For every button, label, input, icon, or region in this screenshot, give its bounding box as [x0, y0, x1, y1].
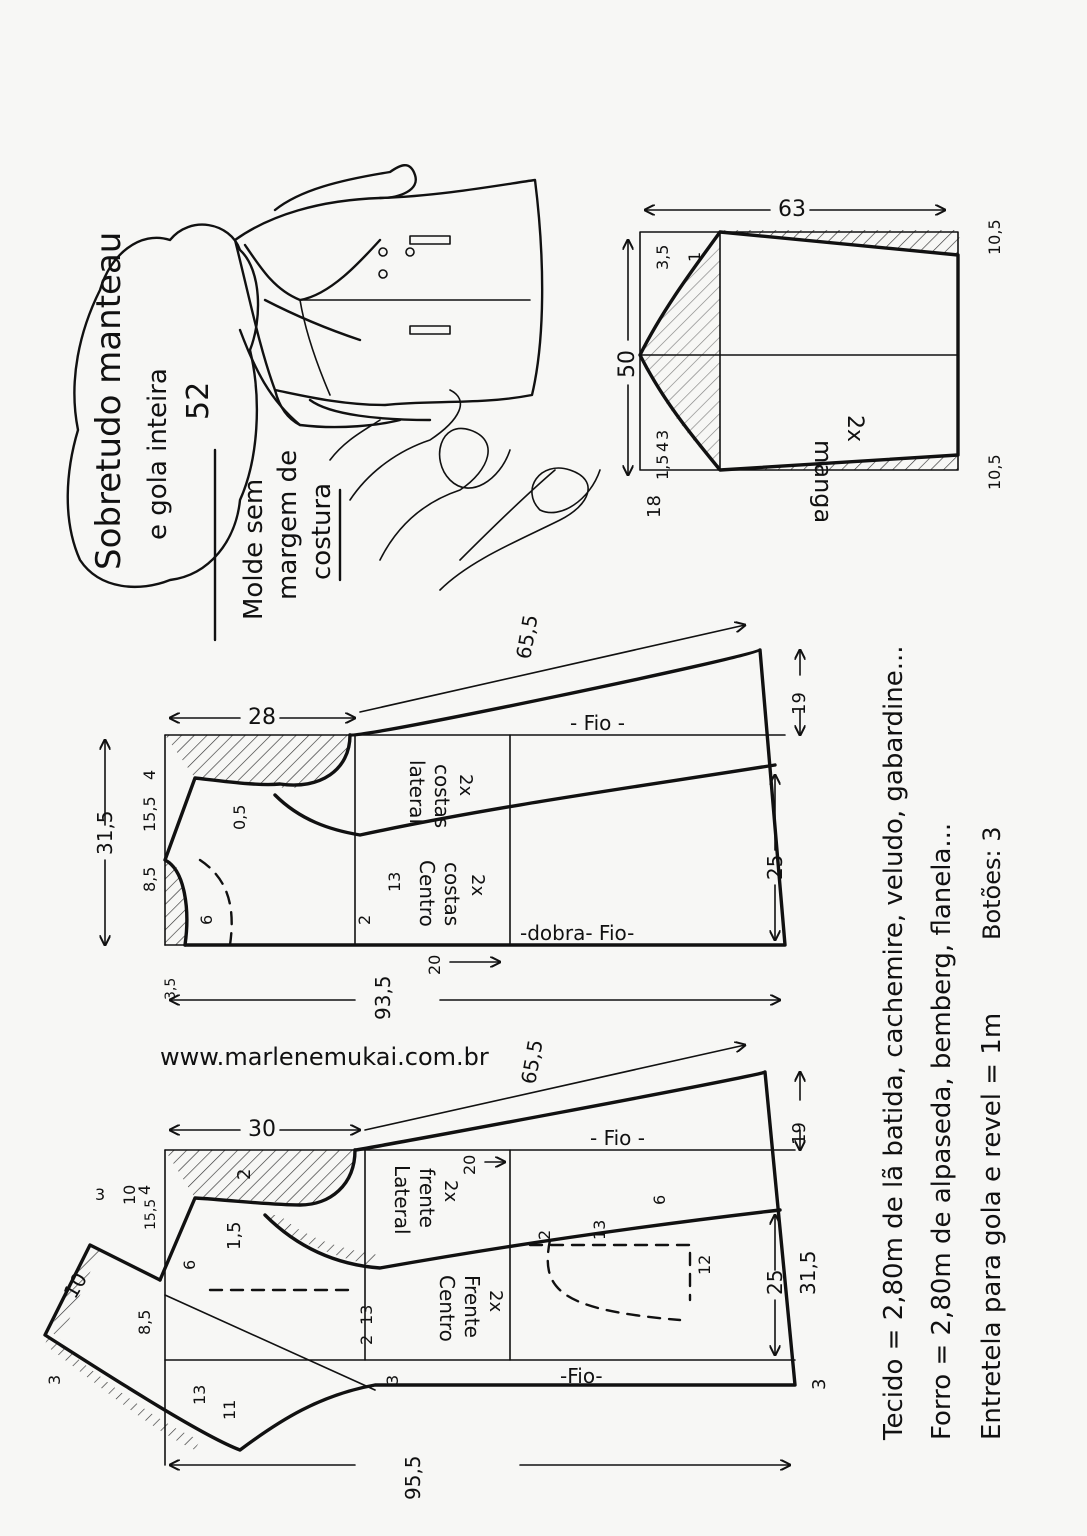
sleeve-count: 2x — [842, 415, 867, 443]
back-hip-width: 25 — [763, 854, 787, 880]
front-collar-a: 10 — [58, 1268, 93, 1303]
sleeve-label: manga — [809, 440, 837, 524]
title-cloud — [68, 225, 258, 587]
sleeve-width-label: 50 — [615, 350, 640, 378]
sleeve-hem-right: 10,5 — [985, 454, 1004, 490]
materials-buttons: Botões: 3 — [978, 826, 1006, 940]
back-side-count: 2x — [455, 774, 476, 797]
back-center-ease: 2 — [355, 914, 374, 925]
sleeve-pattern — [615, 197, 1004, 523]
sleeve-cap-top: 1 — [685, 251, 704, 262]
front-width-label: 30 — [248, 1117, 276, 1142]
front-neck: 6 — [180, 1259, 199, 1270]
front-collar-d: 3 — [45, 1374, 64, 1385]
front-side-count: 2x — [440, 1180, 461, 1203]
front-hip: 20 — [460, 1154, 479, 1175]
sleeve-cap-d: 1,5 — [653, 454, 672, 480]
front-pocket-flap: 6 — [650, 1194, 669, 1205]
sleeve-cap-b: 3 — [653, 429, 672, 440]
back-shoulder: 15,5 — [140, 796, 159, 832]
back-shoulder-rise: 4 — [140, 769, 159, 780]
website-url: www.marlenemukai.com.br — [160, 1043, 489, 1071]
back-center-waist: 13 — [385, 871, 404, 892]
back-grain-center: -dobra- Fio- — [520, 921, 635, 945]
materials-list — [879, 645, 1007, 1441]
front-center-label2: Frente — [460, 1275, 484, 1338]
note-line1: Molde sem — [239, 478, 269, 620]
back-center-count: 2x — [467, 874, 488, 897]
back-grain-side: - Fio - — [570, 711, 625, 735]
title-size: 52 — [181, 381, 216, 420]
sleeve-length-label: 63 — [778, 197, 806, 222]
back-total-length: 93,5 — [371, 975, 395, 1020]
front-lapel2: 11 — [220, 1399, 239, 1420]
sleeve-cap-c: 4 — [653, 441, 672, 452]
sleeve-cap-height: 18 — [644, 495, 665, 518]
front-side-label2: frente — [415, 1168, 439, 1228]
back-center-label2: costas — [440, 862, 464, 927]
front-collar-b: 10 — [120, 1184, 139, 1205]
back-curve: 0,5 — [230, 804, 249, 830]
front-side-label: Lateral — [390, 1165, 414, 1235]
materials-lining: Forro = 2,80m de alpaseda, bemberg, flanela... — [927, 822, 957, 1440]
back-width-label: 28 — [248, 705, 276, 730]
back-pattern — [93, 613, 810, 1020]
back-side-length: 65,5 — [511, 612, 543, 661]
seam-note — [215, 450, 340, 640]
title-line1: Sobretudo manteau — [89, 231, 129, 570]
front-center-label: Centro — [435, 1275, 459, 1342]
front-grain-side: - Fio - — [590, 1126, 645, 1150]
back-neck: 3,5 — [163, 977, 179, 1000]
front-total-length: 95,5 — [401, 1455, 425, 1500]
front-center-ease: 2 — [357, 1334, 376, 1345]
back-neck-width: 6 — [197, 914, 216, 925]
coat-sketch — [235, 165, 542, 427]
materials-fabric: Tecido = 2,80m de lã batida, cachemire, veludo, gabardine... — [879, 645, 909, 1440]
back-hip: 20 — [425, 954, 444, 975]
back-neck-depth: 8,5 — [140, 866, 159, 892]
back-center-label: Centro — [415, 860, 439, 927]
front-pocket-gap: 2 — [535, 1229, 554, 1240]
front-armhole-curve: 1,5 — [224, 1221, 245, 1250]
front-dart: 2 — [234, 1168, 255, 1180]
front-collar-e: 8,5 — [135, 1309, 154, 1335]
signature — [330, 390, 600, 590]
note-line3: costura — [307, 482, 337, 580]
front-shoulder-rise: 4 — [135, 1184, 154, 1195]
front-front-hem: 3 — [809, 1378, 830, 1390]
front-hip-width: 25 — [763, 1269, 787, 1295]
materials-interfacing: Entretela para gola e revel = 1m — [977, 1012, 1007, 1440]
front-pocket-height: 12 — [695, 1254, 714, 1275]
back-side-label2: costas — [430, 764, 454, 829]
back-hem: 19 — [789, 692, 810, 715]
front-center-count: 2x — [485, 1290, 506, 1313]
front-hem: 19 — [789, 1122, 810, 1145]
front-shoulder: 15,5 — [143, 1198, 159, 1230]
front-center-hem: 3 — [383, 1374, 402, 1385]
front-pocket-width: 13 — [590, 1219, 609, 1240]
front-collar-c: 3 — [95, 1185, 106, 1204]
front-pattern — [45, 1038, 830, 1500]
front-bottom: 31,5 — [796, 1250, 820, 1295]
sleeve-hem-left: 10,5 — [985, 219, 1004, 255]
front-lapel: 13 — [190, 1384, 209, 1405]
back-armhole-drop: 31,5 — [93, 810, 117, 855]
note-line2: margem de — [273, 449, 303, 600]
front-side-length: 65,5 — [516, 1037, 548, 1086]
front-grain-center: -Fio- — [560, 1364, 603, 1388]
back-side-label: lateral — [405, 760, 429, 824]
front-waist: 13 — [357, 1304, 376, 1325]
title-line2: e gola inteira — [143, 368, 173, 540]
sleeve-cap-a: 3,5 — [653, 244, 672, 270]
